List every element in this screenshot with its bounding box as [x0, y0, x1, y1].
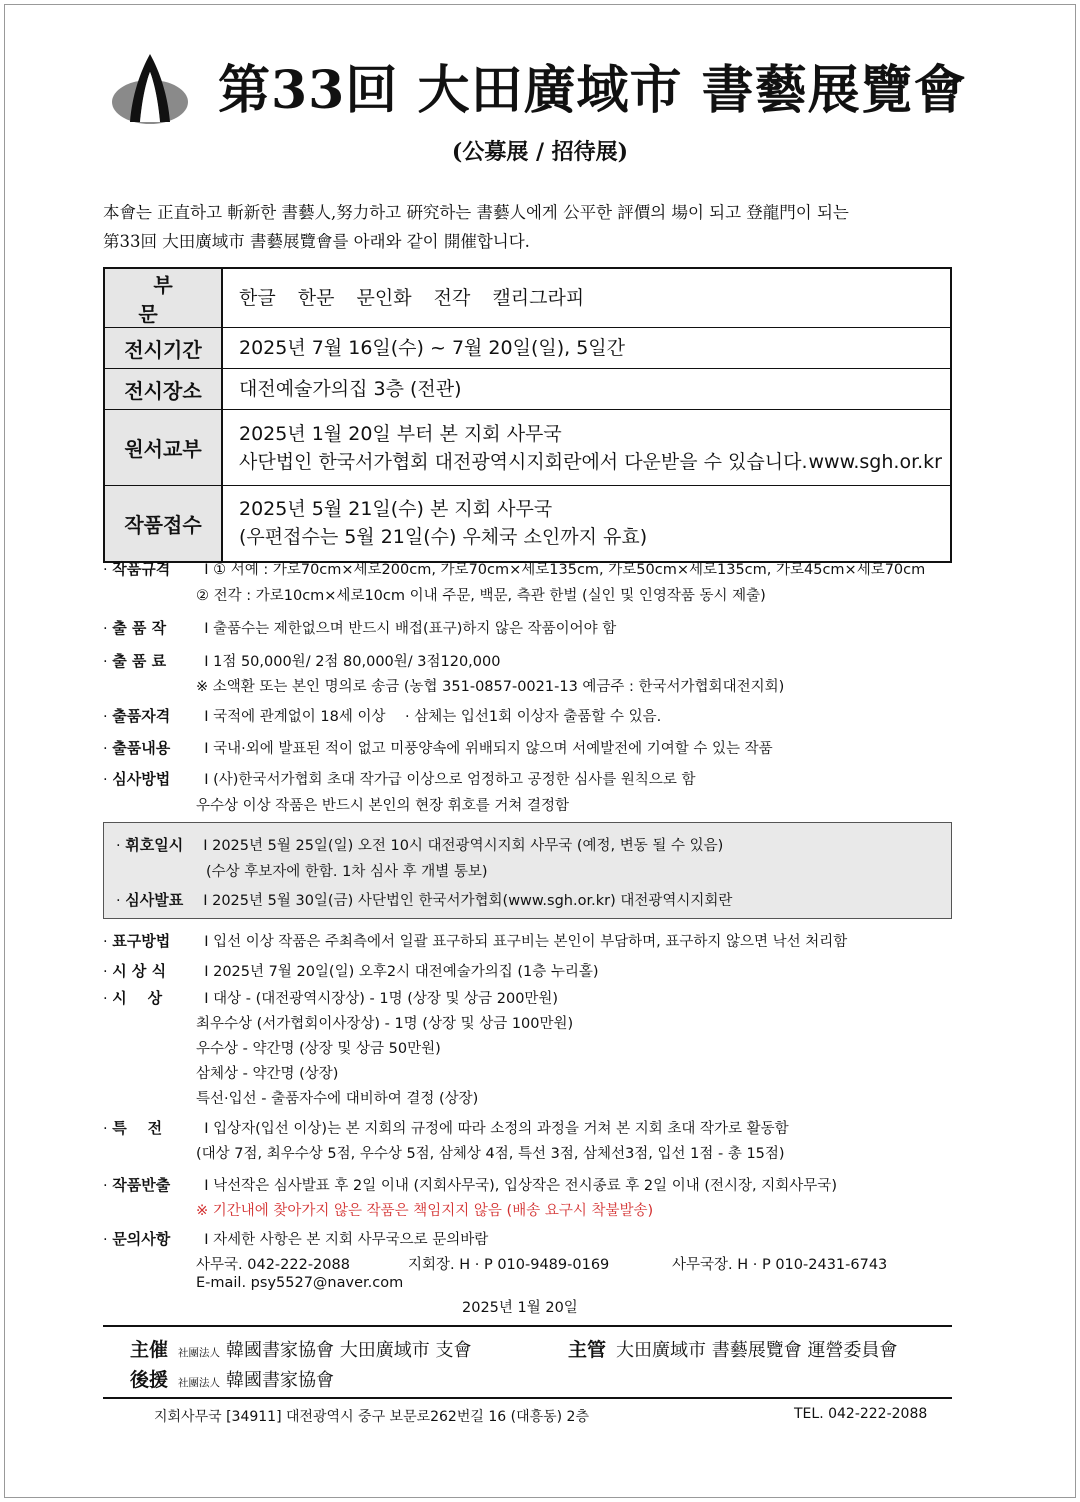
award-line: 최우수상 (서가협회이사장상) - 1명 (상장 및 상금 100만원)	[196, 1016, 574, 1032]
manage-org: 主管 大田廣域市 書藝展覽會 運營委員會	[568, 1339, 898, 1361]
return-warning: ※ 기간내에 찾아가지 않은 작품은 책임지지 않음 (배송 요구시 착불발송)	[196, 1203, 654, 1219]
host-org: 主催 社團法人 韓國書家協會 大田廣域市 支會	[130, 1339, 472, 1361]
item-judging: · 심사방법 I (사)한국서가협회 초대 작가급 이상으로 엄정하고 공정한 심사를 원칙으로 함	[103, 770, 696, 788]
logo-icon	[110, 52, 190, 128]
item-judging-line2: 우수상 이상 작품은 반드시 본인의 현장 휘호를 거쳐 결정함	[196, 798, 570, 814]
category-item: 한문	[297, 287, 335, 309]
item-eligibility: · 출품자격 I 국적에 관계없이 18세 이상	[103, 707, 386, 725]
header	[110, 48, 970, 128]
notice-date: 2025년 1월 20일	[462, 1300, 578, 1316]
item-calligraphy-date: · 휘호일시 I 2025년 5월 25일(일) 오전 10시 대전광역시지회 사무국 (예정, 변동 될 수 있음)	[116, 836, 724, 854]
item-calligraphy-date-line2: (수상 후보자에 한함. 1차 심사 후 개별 통보)	[206, 864, 488, 880]
category-item: 한글	[239, 287, 276, 309]
branch-head-phone: 지회장. H · P 010-9489-0169	[408, 1257, 610, 1273]
contact-email[interactable]: E-mail. psy5527@naver.com	[196, 1275, 404, 1291]
row-label: 원서교부	[104, 410, 222, 486]
item-spec-line2: ② 전각 : 가로10cm×세로10cm 이내 주문, 백문, 측관 한벌 (실인 및 인영작품 동시 제출)	[196, 588, 766, 604]
row-label: 작품접수	[104, 486, 222, 562]
exhibition-period: 2025년 7월 16일(수) ~ 7월 20일(일), 5일간	[222, 328, 951, 369]
item-awards: · 시 상 I 대상 - (대전광역시장상) - 1명 (상장 및 상금 200만원)	[103, 989, 559, 1007]
item-ceremony: · 시 상 식 I 2025년 7월 20일(일) 오후2시 대전예술가의집 (1층 누리홀)	[103, 962, 599, 980]
award-line: 특선·입선 - 출품자수에 대비하여 결정 (상장)	[196, 1091, 479, 1107]
page-subtitle: (公募展 / 招待展)	[451, 139, 629, 165]
item-return: · 작품반출 I 낙선작은 심사발표 후 2일 이내 (지회사무국), 입상작은 전시종료 후 2일 이내 (전시장, 지회사무국)	[103, 1176, 837, 1194]
page-title: 第33回 大田廣域市 書藝展覽會	[218, 60, 967, 121]
info-table	[103, 267, 952, 563]
item-framing: · 표구방법 I 입선 이상 작품은 주최측에서 일괄 표구하되 표구비는 본인이 부담하며, 표구하지 않으면 낙선 처리함	[103, 932, 848, 950]
award-line: 삼체상 - 약간명 (상장)	[196, 1066, 339, 1082]
application-info: 2025년 1월 20일 부터 본 지회 사무국 사단법인 한국서가협회 대전광역시지회란에서 다운받을 수 있습니다. www.sgh.or.kr	[222, 410, 951, 486]
exhibition-venue: 대전예술가의집 3층 (전관)	[222, 369, 951, 410]
row-label: 부 문	[104, 268, 222, 328]
item-fee: · 출 품 료 I 1점 50,000원/ 2점 80,000원/ 3점120,000	[103, 652, 501, 670]
table-row	[104, 268, 951, 328]
item-works: · 출 품 작 I 출품수는 제한없으며 반드시 배접(표구)하지 않은 작품이어야 함	[103, 619, 617, 637]
category-list	[222, 268, 951, 328]
award-line: 우수상 - 약간명 (상장 및 상금 50만원)	[196, 1041, 441, 1057]
divider	[103, 1397, 952, 1399]
item-announce: · 심사발표 I 2025년 5월 30일(금) 사단법인 한국서가협회(www.sgh.or.kr) 대전광역시지회란	[116, 891, 733, 909]
row-label: 전시장소	[104, 369, 222, 410]
intro-paragraph	[103, 198, 963, 256]
divider	[103, 1325, 952, 1327]
office-phone: 사무국. 042-222-2088	[196, 1257, 350, 1273]
row-label: 전시기간	[104, 328, 222, 369]
item-eligibility-note: · 삼체는 입선1회 이상자 출품할 수 있음.	[405, 709, 662, 725]
table-row	[104, 328, 951, 369]
item-special: · 특 전 I 입상자(입선 이상)는 본 지회의 규정에 따라 소정의 과정을 거쳐 본 지회 초대 작가로 활동함	[103, 1119, 789, 1137]
sponsor-org: 後援 社團法人 韓國書家協會	[130, 1369, 335, 1391]
footer-tel: TEL. 042-222-2088	[794, 1406, 928, 1422]
table-row	[104, 486, 951, 562]
item-spec: · 작품규격 I ① 서예 : 가로70cm×세로200cm, 가로70cm×세로135cm, 가로50cm×세로135cm, 가로45cm×세로70cm	[103, 560, 926, 578]
item-inquiry: · 문의사항 I 자세한 사항은 본 지회 사무국으로 문의바람	[103, 1230, 489, 1248]
item-special-line2: (대상 7점, 최우수상 5점, 우수상 5점, 삼체상 4점, 특선 3점, 삼체선3점, 입선 1점 - 총 15점)	[196, 1146, 785, 1162]
intro-line: 本會는 正直하고 斬新한 書藝人,努力하고 硏究하는 書藝人에게 公平한 評價의 場이 되고 登龍門이 되는	[103, 203, 849, 222]
intro-line: 第33回 大田廣域市 書藝展覽會를 아래와 같이 開催합니다.	[103, 232, 530, 251]
category-item: 문인화	[356, 287, 412, 309]
item-fee-line2: ※ 소액환 또는 본인 명의로 송금 (농협 351-0857-0021-13 예금주 : 한국서가협회대전지회)	[196, 679, 785, 695]
category-item: 전각	[433, 287, 471, 309]
submission-info: 2025년 5월 21일(수) 본 지회 사무국 (우편접수는 5월 21일(수) 우체국 소인까지 유효)	[222, 486, 951, 562]
table-row	[104, 369, 951, 410]
footer-address: 지회사무국 [34911] 대전광역시 중구 보문로262번길 16 (대흥동) 2층	[154, 1409, 589, 1425]
table-row	[104, 410, 951, 486]
item-content: · 출품내용 I 국내·외에 발표된 적이 없고 미풍양속에 위배되지 않으며 서예발전에 기여할 수 있는 작품	[103, 739, 773, 757]
secretary-phone: 사무국장. H · P 010-2431-6743	[672, 1257, 888, 1273]
category-item: 캘리그라피	[492, 287, 585, 309]
website-link[interactable]: www.sgh.or.kr	[808, 450, 942, 473]
